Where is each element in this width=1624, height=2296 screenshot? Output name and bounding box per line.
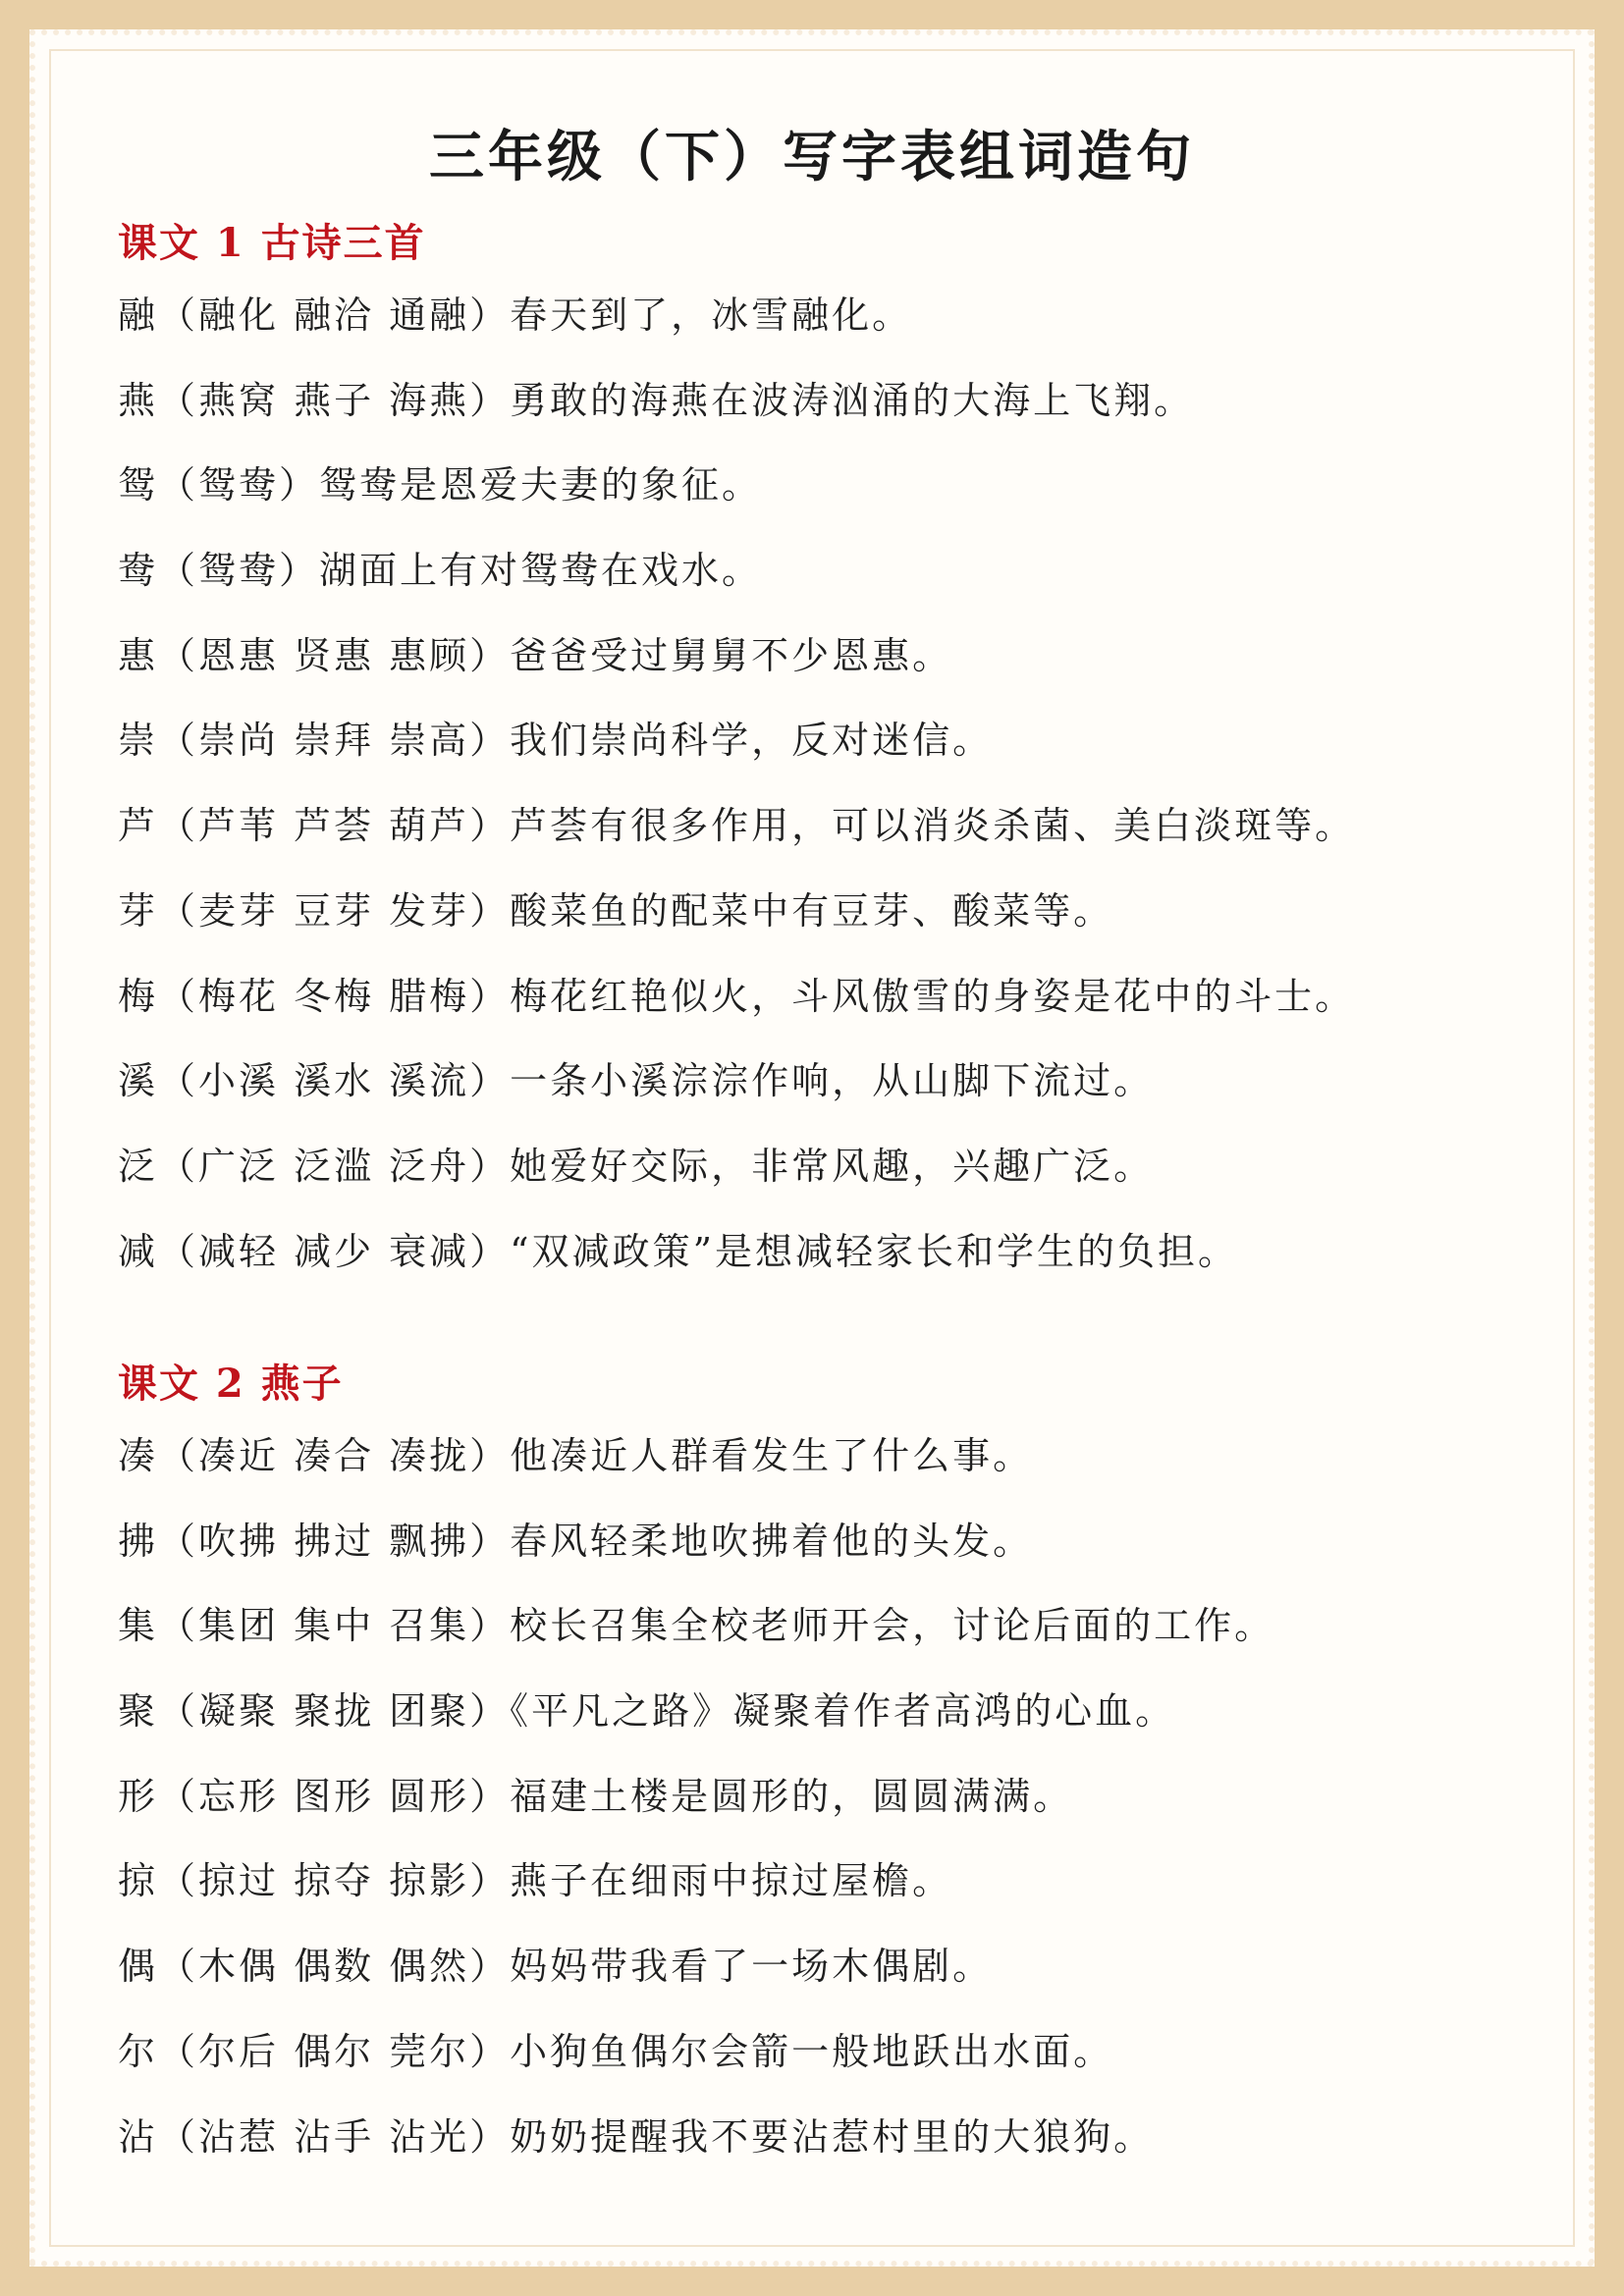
entry-line: 溪（小溪 溪水 溪流）一条小溪淙淙作响，从山脚下流过。 [118,1059,1155,1103]
entry-line: 鸳（鸳鸯）鸳鸯是恩爱夫妻的象征。 [118,463,763,507]
section-heading: 课文 2 燕子 [118,1361,344,1407]
entry-line: 聚（凝聚 聚拢 团聚）《平凡之路》凝聚着作者高鸿的心血。 [118,1689,1176,1734]
entry-line: 掠（掠过 掠夺 掠影）燕子在细雨中掠过屋檐。 [118,1859,953,1903]
entry-line: 崇（崇尚 崇拜 崇高）我们崇尚科学，反对迷信。 [118,719,994,763]
section-lesson-2 [118,1355,1512,2179]
entry-line: 集（集团 集中 召集）校长召集全校老师开会，讨论后面的工作。 [118,1604,1275,1648]
entry-line: 芽（麦芽 豆芽 发芽）酸菜鱼的配菜中有豆芽、酸菜等。 [118,888,1114,933]
page-title: 三年级（下）写字表组词造句 [429,125,1195,189]
section-heading: 课文 1 古诗三首 [118,220,426,266]
entry-line: 形（忘形 图形 圆形）福建土楼是圆形的，圆圆满满。 [118,1774,1074,1818]
entry-line: 梅（梅花 冬梅 腊梅）梅花红艳似火，斗风傲雪的身姿是花中的斗士。 [118,974,1356,1018]
entry-line: 尔（尔后 偶尔 莞尔）小狗鱼偶尔会箭一般地跃出水面。 [118,2029,1114,2073]
entry-line: 偶（木偶 偶数 偶然）妈妈带我看了一场木偶剧。 [118,1945,994,1989]
entry-line: 拂（吹拂 拂过 飘拂）春风轻柔地吹拂着他的头发。 [118,1519,1034,1563]
entry-line: 泛（广泛 泛滥 泛舟）她爱好交际，非常风趣，兴趣广泛。 [118,1144,1155,1188]
section-lesson-1 [118,214,1512,1294]
entry-line: 凑（凑近 凑合 凑拢）他凑近人群看发生了什么事。 [118,1434,1034,1477]
entry-line: 燕（燕窝 燕子 海燕）勇敢的海燕在波涛汹涌的大海上飞翔。 [118,378,1195,422]
entry-line: 减（减轻 减少 衰减）“双减政策”是想减轻家长和学生的负担。 [118,1229,1239,1273]
entry-line: 鸯（鸳鸯）湖面上有对鸳鸯在戏水。 [118,549,763,593]
entry-line: 惠（恩惠 贤惠 惠顾）爸爸受过舅舅不少恩惠。 [118,633,953,677]
entry-line: 融（融化 融洽 通融）春天到了，冰雪融化。 [118,294,913,337]
entry-line: 芦（芦苇 芦荟 葫芦）芦荟有很多作用，可以消炎杀菌、美白淡斑等。 [118,804,1356,848]
entry-line: 沾（沾惹 沾手 沾光）奶奶提醒我不要沾惹村里的大狼狗。 [118,2114,1155,2159]
